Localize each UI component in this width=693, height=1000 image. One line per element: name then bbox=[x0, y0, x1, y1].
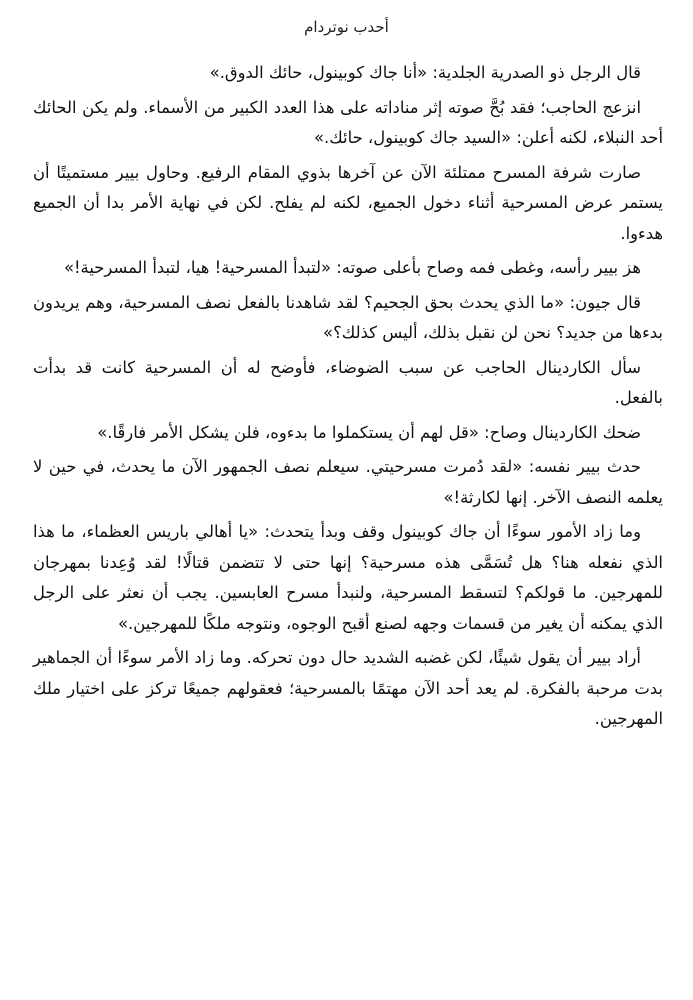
running-header-title: أحدب نوتردام bbox=[304, 18, 389, 36]
paragraph-7: ضحك الكاردينال وصاح: «قل لهم أن يستكملوا ما بدءوه، فلن يشكل الأمر فارقًا.» bbox=[97, 422, 641, 442]
chapter-body bbox=[33, 58, 663, 739]
paragraph-10: أراد بيير أن يقول شيئًا، لكن غضبه الشديد حال دون تحركه. وما زاد الأمر سوءًا أن الجماهير بدت مرحبة بالفكرة. لم يعد أحد الآن مهتمًا بالمسرحية؛ فعقولهم جميعًا تركز على اختيار ملك المهرجين. bbox=[33, 648, 663, 728]
paragraph-3: صارت شرفة المسرح ممتلئة الآن عن آخرها بذوي المقام الرفيع. وحاول بيير مستميتًا أن يستمر عرض المسرحية أثناء دخول الجميع، لكنه لم يفلح. لكن في نهاية الأمر بدا أن الجميع هدءوا. bbox=[33, 162, 663, 243]
paragraph-9: وما زاد الأمور سوءًا أن جاك كوبينول وقف وبدأ يتحدث: «يا أهالي باريس العظماء، ما هذا الذي نفعله هنا؟ هل تُسَمَّى هذه مسرحية؟ إنها حتى لا تتضمن قتالًا! لقد وُعِدنا بمهرجان للمهرجين. ما قولكم؟ لتسقط المسرحية، ولنبدأ مسرح العابسين. يجب أن نعثر على الرجل الذي يمكنه أن يغير من قسمات وجهه لصنع أقبح الوجوه، ونتوجه ملكًا للمهرجين.» bbox=[33, 522, 663, 633]
paragraph-5: قال جيون: «ما الذي يحدث بحق الجحيم؟ لقد شاهدنا بالفعل نصف المسرحية، وهم يريدون بدءها من جديد؟ نحن لن نقبل بذلك، أليس كذلك؟» bbox=[33, 292, 663, 342]
paragraph-4: هز بيير رأسه، وغطى فمه وصاح بأعلى صوته: «لتبدأ المسرحية! هيا، لتبدأ المسرحية!» bbox=[63, 258, 641, 277]
paragraph-8: حدث بيير نفسه: «لقد دُمرت مسرحيتي. سيعلم نصف الجمهور الآن ما يحدث، في حين لا يعلمه النصف الآخر. إنها لكارثة!» bbox=[33, 457, 663, 507]
paragraph-2: انزعج الحاجب؛ فقد بُحَّ صوته إثر مناداته على هذا العدد الكبير من الأسماء. ولم يكن الحائك أحد النبلاء، لكنه أعلن: «السيد جاك كوبينول، حائك.» bbox=[33, 97, 663, 147]
paragraph-6: سأل الكاردينال الحاجب عن سبب الضوضاء، فأوضح له أن المسرحية كانت قد بدأت بالفعل. bbox=[33, 357, 663, 407]
paragraph-1: قال الرجل ذو الصدرية الجلدية: «أنا جاك كوبينول، حائك الدوق.» bbox=[209, 63, 641, 82]
